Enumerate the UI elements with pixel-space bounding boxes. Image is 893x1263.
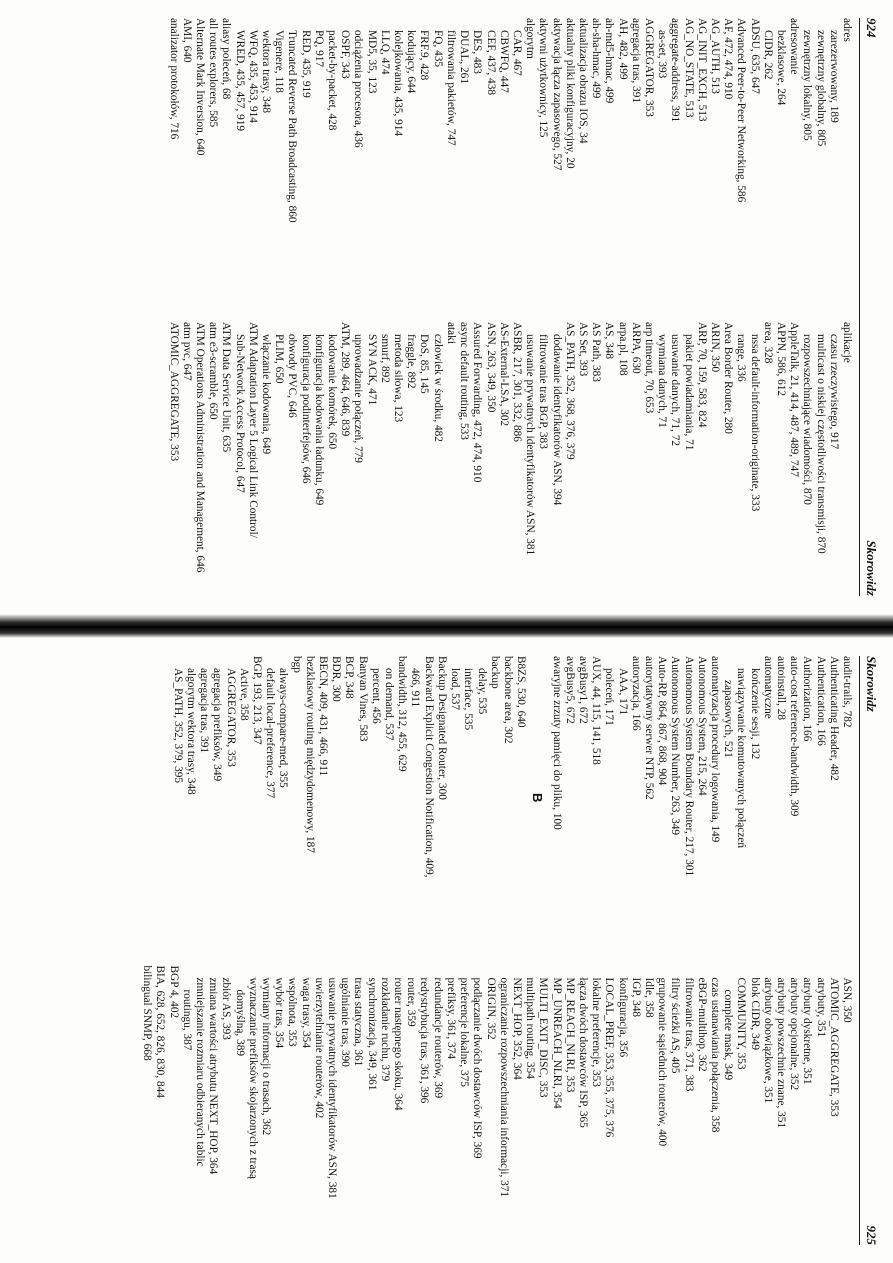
index-entry: smurf, 892	[378, 334, 391, 383]
index-entry: ASBR, 217, 301, 332, 886	[510, 322, 523, 442]
index-entry: Autonomous System Boundary Router, 217, 301	[682, 656, 695, 877]
index-entry: autoryzacja, 166	[629, 656, 642, 731]
index-entry: ARP, 70, 159, 583, 824	[695, 322, 708, 428]
index-entry: automatyczne	[761, 656, 774, 719]
index-entry: CEF, 437, 438	[484, 30, 497, 96]
book-gutter-shadow	[0, 614, 893, 638]
index-entry: Vigenere, 118	[273, 30, 286, 93]
left-page-header-title: Skorowidz	[864, 540, 879, 596]
index-entry: bilingual SNMP, 668	[141, 965, 154, 1061]
index-entry: FRF.9, 428	[418, 30, 431, 81]
index-entry: atm e3-scramble, 650	[207, 322, 220, 420]
index-entry: bezklasowy routing międzydomenowy, 187	[303, 656, 316, 853]
left-page	[0, 0, 893, 614]
index-entry: obwody PVC, 646	[286, 334, 299, 418]
index-entry: BDR, 300	[330, 656, 343, 702]
index-entry: algorytm wektora trasy, 348	[185, 668, 198, 795]
index-entry: atrybuty, 351	[814, 977, 827, 1038]
index-entry: DoS, 85, 145	[418, 334, 431, 394]
index-entry: MD5, 35, 123	[365, 30, 378, 94]
index-entry: AMI, 640	[180, 18, 193, 63]
index-entry: filtrowanie tras BGP, 383	[537, 334, 550, 449]
index-entry: ATM, 289, 464, 646, 839	[339, 322, 352, 437]
index-entry: algorytm	[524, 18, 537, 59]
index-entry: aggregate-address, 391	[669, 18, 682, 123]
index-entry: wybór tras, 354	[273, 977, 286, 1049]
index-entry: FQ, 435	[431, 30, 444, 68]
index-entry: zmiana wartości atrybutu NEXT_HOP, 364	[207, 977, 220, 1175]
index-entry: WRED, 435, 457, 919	[233, 30, 246, 132]
index-entry: BGP 4, 402	[167, 965, 180, 1019]
index-entry: wymiany informacji o trasach, 362	[260, 977, 273, 1136]
index-entry: complete mask, 349	[722, 989, 735, 1081]
index-entry: packet-by-packet, 428	[326, 30, 339, 131]
index-entry: AS Path, 383	[590, 322, 603, 382]
index-entry: AAA, 171	[616, 668, 629, 716]
index-entry: aktualizacja obrazu IOS, 34	[576, 18, 589, 144]
index-entry: ATM Data Service Unit, 635	[220, 322, 233, 453]
index-entry: BECN, 409, 431, 466, 911	[317, 656, 330, 777]
index-entry: ataki	[444, 322, 457, 344]
index-entry: Banyan Vines, 583	[356, 656, 369, 742]
index-entry: zewnętrzny globalny, 805	[814, 30, 827, 147]
index-entry: aktywacja łącza zapasowego, 527	[550, 18, 563, 171]
index-entry: ATOMIC_AGGREGATE, 353	[827, 977, 840, 1117]
index-entry: ah-md5-hmac, 499	[603, 18, 616, 104]
index-entry: usuwanie danych, 71, 72	[669, 334, 682, 447]
index-entry: default local-preference, 377	[264, 668, 277, 799]
left-index-column-1	[8, 18, 853, 296]
index-entry: BIA, 628, 652, 826, 830, 844	[154, 965, 167, 1098]
index-entry: as-set, 393	[656, 30, 669, 79]
index-entry: eBGP-multihop, 362	[695, 977, 708, 1072]
index-entry: AGGREGATOR, 353	[642, 18, 655, 117]
index-entry: delay, 535	[475, 668, 488, 715]
index-entry: lokalne preferencje, 353	[590, 977, 603, 1087]
left-running-head	[859, 18, 879, 596]
index-entry: aktualny pliki konfiguracyjny, 20	[563, 18, 576, 169]
index-entry: interface, 535	[462, 668, 475, 731]
index-entry: konfiguracja podinterfejsów, 646	[299, 334, 312, 484]
index-entry: ATOMIC_AGGREGATE, 353	[167, 322, 180, 462]
right-page-header-title: Skorowidz	[864, 656, 879, 712]
index-entry: load, 537	[449, 668, 462, 711]
index-entry: multipath routing, 354	[524, 977, 537, 1079]
index-entry: kolejkowania, 435, 914	[392, 30, 405, 137]
index-entry: trasa statyczna, 361	[352, 977, 365, 1067]
index-entry: autoinstall, 28	[774, 656, 787, 721]
index-entry: range, 336	[735, 334, 748, 382]
index-entry: router, 359	[405, 977, 418, 1027]
index-entry: wektora trasy, 348	[260, 30, 273, 114]
index-entry: PLIM, 650	[273, 334, 286, 384]
index-entry: łącza dwóch dostawców ISP, 365	[576, 977, 589, 1128]
index-entry: rozpowszechniające wiadomości, 870	[801, 334, 814, 505]
index-entry: routingu, 387	[180, 989, 193, 1051]
index-entry: area, 328	[761, 322, 774, 364]
index-entry: AS_PATH, 352, 368, 376, 379	[563, 322, 576, 460]
index-entry: usuwanie prywatnych identyfikatorów ASN, 381	[326, 977, 339, 1199]
index-entry: atrybuty opcjonalne, 352	[788, 977, 801, 1091]
index-entry: poleceń, 171	[603, 668, 616, 726]
index-entry: async default routing, 533	[458, 322, 471, 440]
index-entry: auto-cost reference-bandwidth, 309	[788, 656, 801, 817]
index-entry: grupowanie sąsiednich routerów, 400	[656, 977, 669, 1147]
index-entry: Auto-RP, 864, 867, 868, 904	[656, 656, 669, 786]
index-entry: PQ, 917	[312, 30, 325, 68]
index-entry: ograniczanie rozpowszechniania informacji, 371	[497, 977, 510, 1198]
index-entry: AG_AUTH, 513	[708, 18, 721, 94]
index-entry: Active, 358	[237, 668, 250, 721]
index-entry: Authentication, 166	[814, 656, 827, 746]
right-index-column-2	[8, 966, 853, 1250]
index-entry: arp timeout, 70, 653	[642, 322, 655, 414]
index-entry: czasu rzeczywistego, 917	[827, 334, 840, 450]
index-entry: avgBusy5, 672	[563, 656, 576, 724]
index-entry: filtrowanie tras, 371, 383	[682, 977, 695, 1092]
index-entry: Area Border Router, 280	[722, 322, 735, 434]
index-entry: Backup Designated Router, 300	[435, 656, 448, 800]
index-entry: AF, 472, 474, 910	[722, 18, 735, 100]
index-entry: router następnego skoku, 364	[392, 977, 405, 1111]
index-entry: multicast o niskiej częstotliwości transmisji, 870	[814, 334, 827, 554]
index-entry: backup	[488, 656, 501, 689]
index-entry: nssa default-information-originate, 333	[748, 334, 761, 512]
index-entry: audit-trails, 782	[841, 656, 853, 728]
index-entry: APPN, 586, 612	[774, 322, 787, 397]
index-entry: autorytatywny serwer NTP, 562	[642, 656, 655, 800]
index-entry: włączanie kodowania, 649	[260, 334, 273, 455]
index-entry: atrybuty obowiązkowe, 351	[761, 977, 774, 1104]
index-entry: ASN, 350	[841, 977, 853, 1023]
index-entry: automatyzacja procedury logowania, 149	[708, 656, 721, 843]
right-running-head	[859, 656, 879, 1245]
index-entry: atrybuty powszechnie znane, 351	[774, 977, 787, 1129]
right-page-number: 925	[864, 1225, 879, 1245]
index-entry: AS, 348	[603, 322, 616, 360]
index-entry: backbone area, 302	[501, 656, 514, 744]
index-entry: bgp	[290, 656, 303, 673]
index-entry: ORIGIN, 352	[484, 977, 497, 1040]
index-entry: WFQ, 435, 453, 914	[246, 30, 259, 123]
index-entry: adresowanie	[788, 18, 801, 75]
index-entry: arpa.pl, 108	[616, 322, 629, 376]
index-entry: synchronizacja, 349, 361	[365, 977, 378, 1091]
index-entry: AG_INIT_EXCH, 513	[695, 18, 708, 122]
index-entry: zbiór AS, 393	[220, 977, 233, 1040]
index-entry: metoda siłowa, 123	[392, 334, 405, 423]
index-entry: ATM Operations Administration and Management, 646	[194, 322, 207, 573]
index-entry: odciążenia procesora, 436	[352, 30, 365, 148]
index-entry: Backward Explicit Congestion Notification, 409,	[422, 656, 435, 878]
index-entry: always-compare-med, 355	[277, 668, 290, 788]
index-entry: zarezerwowany, 189	[827, 30, 840, 123]
index-entry: CIDR, 262	[761, 30, 774, 80]
index-entry: atm pvc, 647	[180, 322, 193, 381]
index-entry: usuwanie prywatnych identyfikatorów ASN, 381	[524, 334, 537, 556]
index-entry: kodujący, 644	[405, 30, 418, 94]
index-entry: CAR, 467	[510, 30, 523, 76]
index-entry: czas ustanawiania połączenia, 358	[708, 977, 721, 1133]
left-index-column-2	[8, 322, 853, 600]
index-entry: RED, 435, 919	[299, 30, 312, 98]
index-entry: MP_REACH_NLRI, 353	[563, 977, 576, 1093]
index-entry: BCP, 348	[343, 656, 356, 699]
index-entry: fraggle, 892	[405, 334, 418, 389]
index-entry: IGP, 348	[629, 977, 642, 1018]
index-entry: zmniejszanie rozmiaru odbieranych tablic	[194, 977, 207, 1167]
index-entry: człowiek w środku, 482	[431, 334, 444, 442]
index-entry: SYN ACK, 471	[365, 334, 378, 406]
index-entry: waga trasy, 354	[299, 977, 312, 1048]
index-entry: ah-sha-hmac, 499	[590, 18, 603, 99]
index-entry: Truncated Reverse Path Broadcasting, 860	[286, 30, 299, 223]
index-entry: podłączanie dwóch dostawców ISP, 369	[471, 977, 484, 1159]
index-entry: pakiet powiadamiania, 71	[682, 334, 695, 451]
index-entry: AUX, 44, 115, 141, 518	[590, 656, 603, 765]
index-entry: B8ZS, 530, 640	[515, 656, 528, 728]
right-index-columns	[8, 656, 853, 1249]
index-entry: rozkładanie ruchu, 379	[378, 977, 391, 1082]
index-entry: COMMUNITY, 353	[735, 977, 748, 1070]
index-entry: redystrybucja tras, 361, 396	[418, 977, 431, 1104]
index-entry: avgBusy1, 672	[576, 656, 589, 724]
index-entry: zewnętrzny lokalny, 805	[801, 30, 814, 141]
index-entry: bandwidth, 312, 455, 629	[396, 656, 409, 772]
index-entry: kodowanie komórek, 650	[326, 334, 339, 450]
index-entry: CBWFQ, 447	[497, 30, 510, 93]
index-entry: analizator protokołów, 716	[167, 18, 180, 140]
index-entry: Advanced Peer-to-Peer Networking, 586	[735, 18, 748, 203]
index-entry: konfiguracja, 356	[616, 977, 629, 1058]
index-entry: AS_PATH, 352, 379, 395	[171, 668, 184, 784]
index-entry: BGP, 193, 213, 347	[251, 656, 264, 745]
index-entry: LOCAL_PREF, 353, 355, 375, 376	[603, 977, 616, 1138]
index-entry: ARPA, 630	[629, 322, 642, 374]
index-entry: Idle, 358	[642, 977, 655, 1018]
index-entry: agregacja prefiksów, 349	[211, 668, 224, 782]
right-page	[0, 638, 893, 1263]
index-entry: wspólnota, 353	[286, 977, 299, 1047]
index-entry: MULTI_EXIT_DISC, 353	[537, 977, 550, 1098]
index-entry: wyznaczanie prefiksów skojarzonych z trasą	[246, 977, 259, 1179]
right-index-column-1	[8, 656, 853, 940]
index-entry: on demand, 537	[383, 668, 396, 741]
index-entry: konfiguracja kodowania ładunku, 649	[312, 334, 325, 506]
index-entry: awaryjne zrzuty pamięci do pliku, 100	[550, 656, 563, 830]
index-entry: kończenie sesji, 132	[748, 668, 761, 760]
index-entry: uprowadzanie połączeń, 779	[352, 334, 365, 463]
index-entry: dodawanie identyfikatorów ASN, 394	[550, 334, 563, 506]
index-entry: Authorization, 166	[801, 656, 814, 742]
index-entry: LLQ, 474	[378, 30, 391, 75]
index-entry: prefiksy, 361, 374	[444, 977, 457, 1059]
index-entry: adres	[841, 18, 853, 42]
index-entry: Sub-Network Access Protocol, 647	[233, 334, 246, 493]
index-entry: Autonomous System Number, 263, 349	[669, 656, 682, 836]
index-entry: DUAL, 261	[458, 30, 471, 84]
index-entry: filtry ścieżki AS, 405	[669, 977, 682, 1074]
left-index-columns	[8, 18, 853, 600]
right-page-rotated-content	[0, 638, 893, 1263]
index-entry: AG_NO_STATE, 513	[682, 18, 695, 118]
index-entry: MP_UNREACH_NLRI, 354	[550, 977, 563, 1109]
index-entry: ADSU, 635, 647	[748, 18, 761, 94]
index-entry: all routes explorers, 585	[207, 18, 220, 128]
index-entry: Autonomous System, 215, 264	[695, 656, 708, 796]
left-page-rotated-content	[0, 0, 893, 614]
index-entry: AS Set, 393	[576, 322, 589, 377]
index-entry: wymiana danych, 71	[656, 334, 669, 428]
index-entry: bezklasowe, 264	[774, 30, 787, 106]
index-entry: atrybuty dyskretne, 351	[801, 977, 814, 1085]
index-entry: ASN, 263, 349, 350	[484, 322, 497, 413]
index-entry: AppleTalk, 21, 414, 487, 489, 747	[788, 322, 801, 477]
index-entry: preferencje lokalne, 375	[458, 977, 471, 1087]
index-entry: aplikacje	[841, 322, 853, 363]
index-entry: blok CIDR, 349	[748, 977, 761, 1050]
index-entry: uwierzytelnianie routerów, 402	[312, 977, 325, 1119]
index-entry: aktywni użytkownicy, 125	[537, 18, 550, 138]
index-entry: NEXT_HOP, 352, 364	[510, 977, 523, 1080]
index-entry: zapasowych, 521	[722, 680, 735, 758]
index-entry: DES, 483	[471, 30, 484, 74]
index-entry: agregacja tras, 391	[629, 18, 642, 103]
index-entry: AH, 482, 499	[616, 18, 629, 80]
index-entry: Assured Forwarding, 472, 474, 910	[471, 322, 484, 483]
index-entry: ARIN, 350	[708, 322, 721, 373]
index-entry: aliasy poleceń, 68	[220, 18, 233, 100]
index-entry: AGGREGATOR, 353	[224, 668, 237, 767]
index-entry: agregacja tras, 391	[198, 668, 211, 753]
left-page-number: 924	[864, 18, 879, 38]
index-entry: ugólnianie tras, 390	[339, 977, 352, 1067]
index-entry: redundancje routerów, 369	[431, 977, 444, 1099]
index-entry: nawiązywanie komutowanych połączeń	[735, 668, 748, 849]
index-entry: percent, 456	[369, 668, 382, 724]
index-entry: 466, 911	[409, 668, 422, 708]
index-entry: OSPF, 343	[339, 30, 352, 79]
index-entry: Authenticating Header, 482	[827, 656, 840, 781]
index-entry: AS-External-LSA, 302	[497, 322, 510, 427]
index-entry: domyślną, 389	[233, 989, 246, 1057]
index-entry: Alternate Mark Inversion, 640	[194, 18, 207, 156]
index-entry: filtrowania pakietów, 747	[444, 30, 457, 146]
index-section-letter: B	[530, 793, 546, 803]
index-entry: ATM Adaptation Layer 5 Logical Link Control/	[246, 322, 259, 538]
